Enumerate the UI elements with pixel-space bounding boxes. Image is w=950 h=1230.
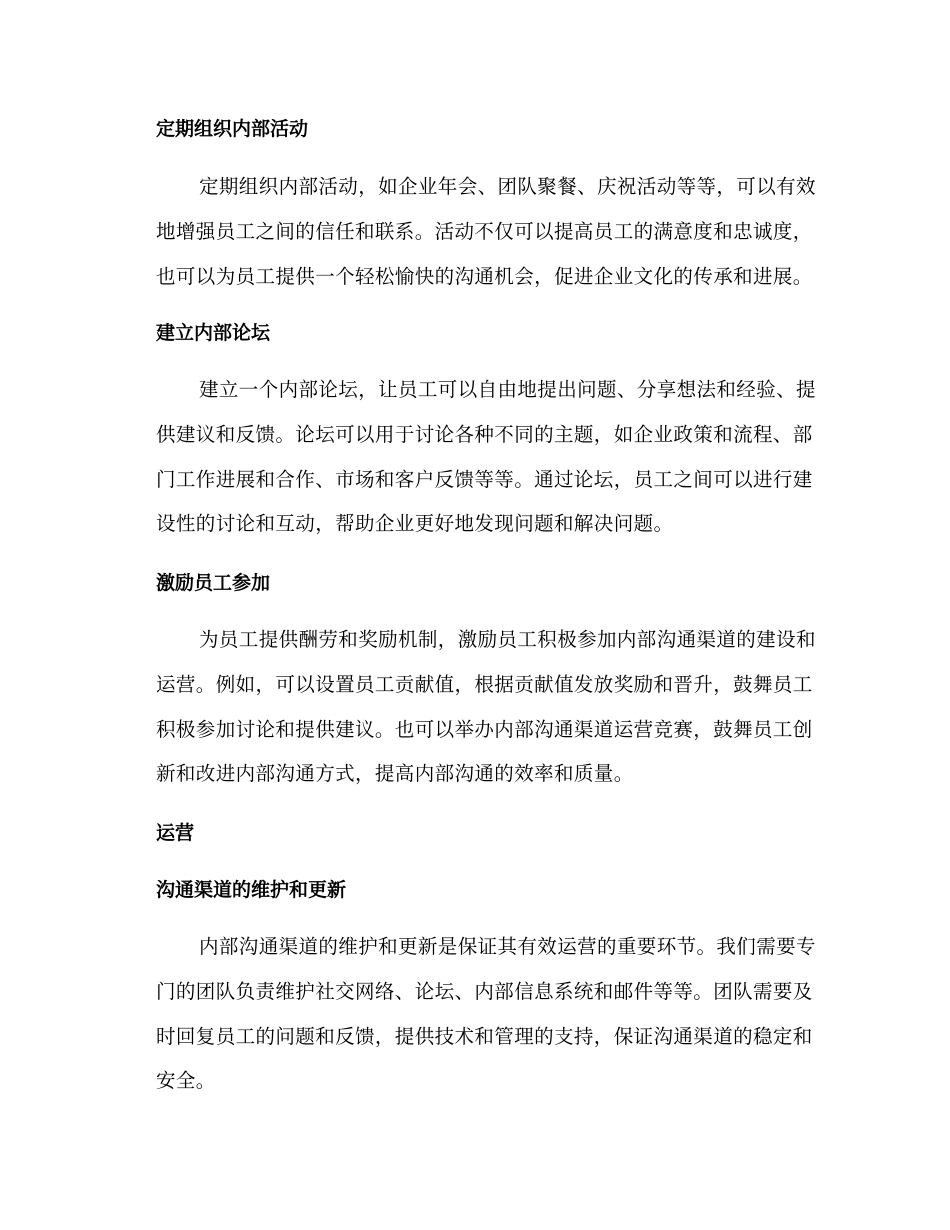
paragraph-line: 门的团队负责维护社交网络、论坛、内部信息系统和邮件等等。团队需要及 bbox=[156, 979, 813, 1003]
paragraph-line: 门工作进展和合作、市场和客户反馈等等。通过论坛，员工之间可以进行建 bbox=[156, 467, 813, 491]
paragraph-line: 安全。 bbox=[156, 1069, 216, 1093]
paragraph-line: 供建议和反馈。论坛可以用于讨论各种不同的主题，如企业政策和流程、部 bbox=[156, 422, 813, 446]
paragraph-line: 运营。例如，可以设置员工贡献值，根据贡献值发放奖励和晋升，鼓舞员工 bbox=[156, 672, 813, 696]
paragraph-line: 为员工提供酬劳和奖励机制，激励员工积极参加内部沟通渠道的建设和 bbox=[199, 628, 816, 651]
section-paragraph bbox=[113, 172, 835, 306]
paragraph-line: 新和改进内部沟通方式，提高内部沟通的效率和质量。 bbox=[156, 762, 634, 786]
section-heading: 运营 bbox=[156, 822, 195, 844]
section-paragraph bbox=[113, 932, 835, 1111]
paragraph-line: 定期组织内部活动，如企业年会、团队聚餐、庆祝活动等等，可以有效 bbox=[199, 175, 816, 198]
paragraph-line: 地增强员工之间的信任和联系。活动不仅可以提高员工的满意度和忠诚度， bbox=[156, 219, 813, 243]
section-heading: 建立内部论坛 bbox=[156, 322, 271, 344]
section-heading: 定期组织内部活动 bbox=[156, 118, 309, 140]
section-paragraph bbox=[113, 375, 835, 554]
section-heading: 沟通渠道的维护和更新 bbox=[156, 879, 347, 901]
paragraph-line: 设性的讨论和互动，帮助企业更好地发现问题和解决问题。 bbox=[156, 512, 674, 536]
section-heading: 激励员工参加 bbox=[156, 572, 271, 594]
paragraph-line: 时回复员工的问题和反馈，提供技术和管理的支持，保证沟通渠道的稳定和 bbox=[156, 1024, 813, 1048]
paragraph-line: 积极参加讨论和提供建议。也可以举办内部沟通渠道运营竞赛，鼓舞员工创 bbox=[156, 717, 813, 741]
paragraph-line: 建立一个内部论坛，让员工可以自由地提出问题、分享想法和经验、提 bbox=[199, 378, 816, 401]
paragraph-line: 也可以为员工提供一个轻松愉快的沟通机会，促进企业文化的传承和进展。 bbox=[156, 264, 813, 288]
paragraph-line: 内部沟通渠道的维护和更新是保证其有效运营的重要环节。我们需要专 bbox=[199, 935, 816, 958]
section-paragraph bbox=[113, 625, 835, 804]
